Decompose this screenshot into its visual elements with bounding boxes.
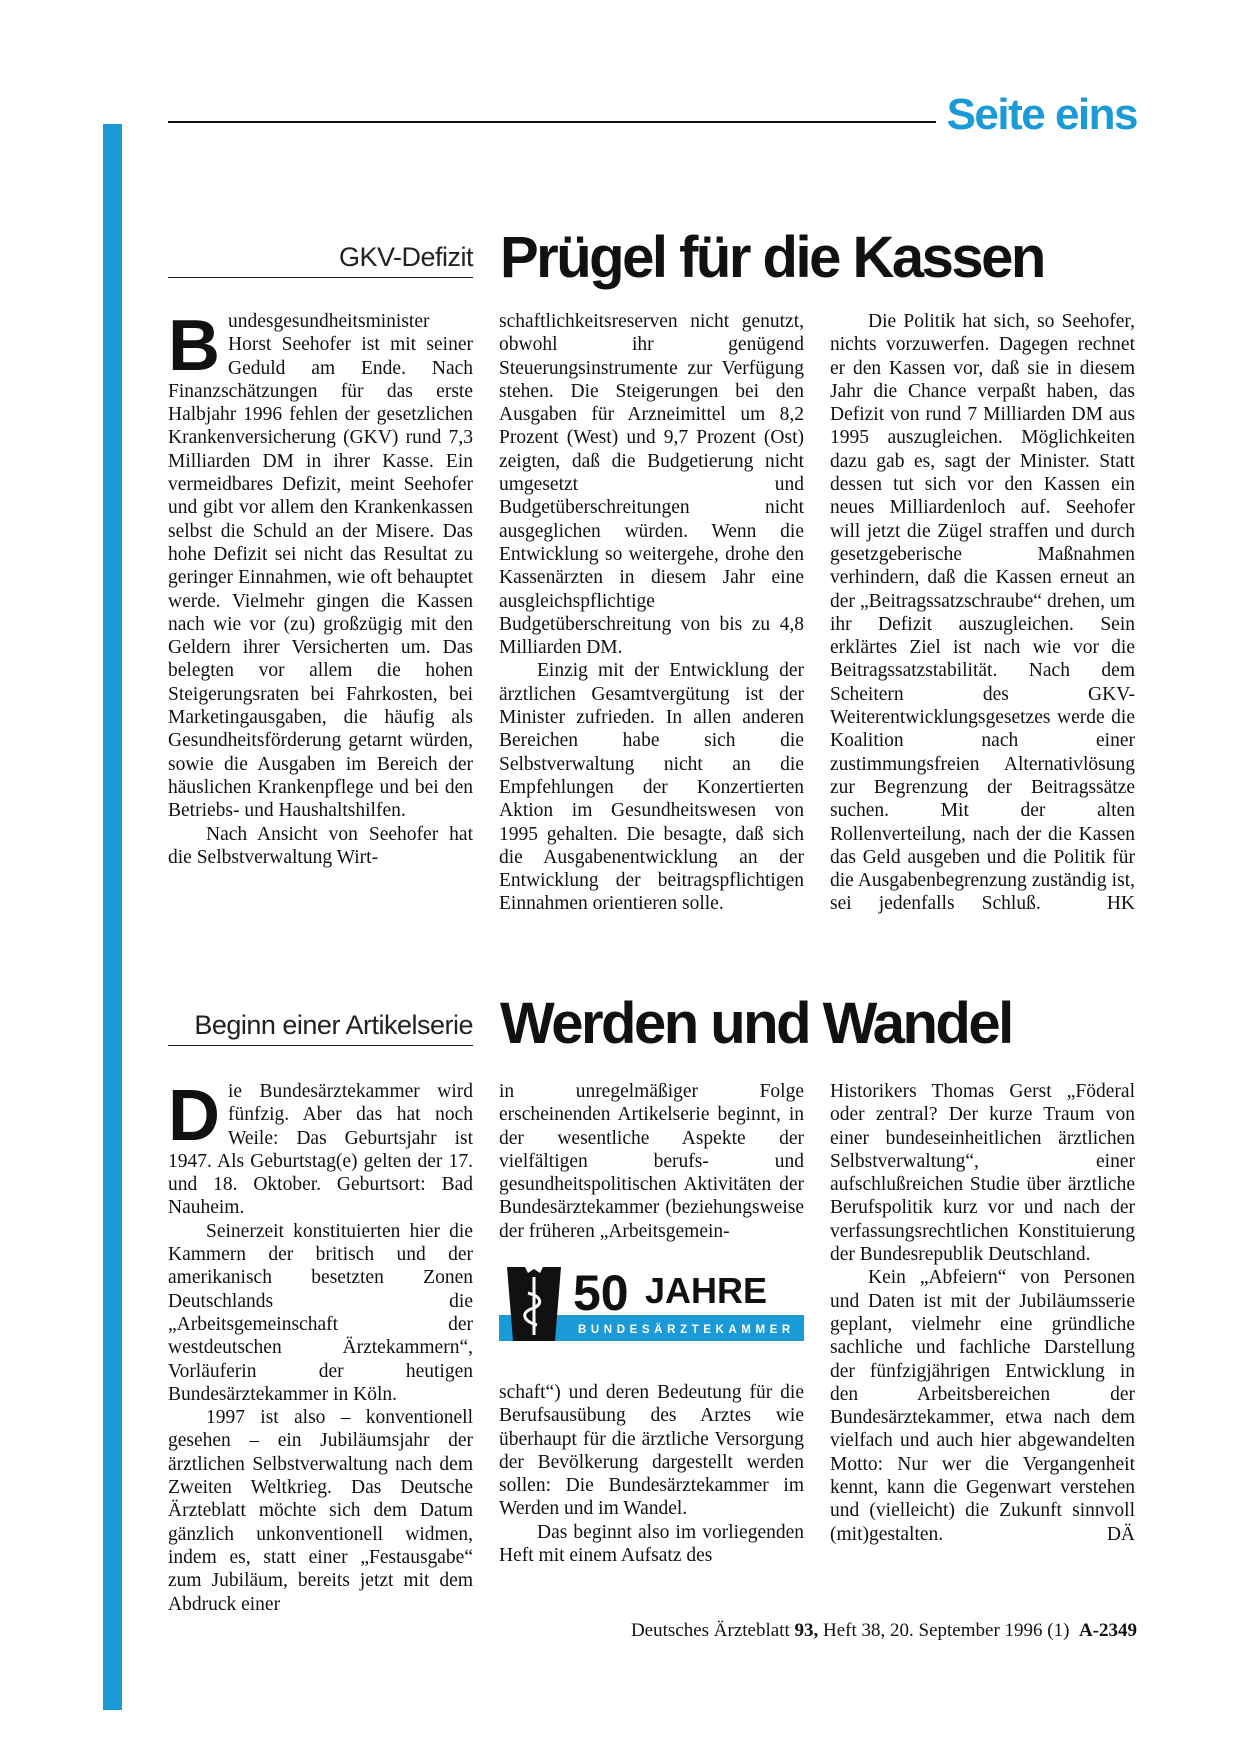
footer-journal: Deutsches Ärzteblatt [630, 1620, 790, 1641]
article2-paragraph: in unregelmäßiger Folge erscheinenden Artikelserie beginnt, in der wesentliche Aspekte der vielfältigen berufs- und gesundheitspolitischen Aktivitäten der Bundesärztekammer (beziehungsweise der früheren „Arbeitsgemein- [499, 1081, 804, 1242]
article2-column-2-top [499, 1080, 804, 1243]
article2-paragraph: Die Bundesärztekammer wird fünfzig. Aber das hat noch Weile: Das Geburtsjahr ist 1947. Als Geburtstag(e) gelten der 17. und 18. Oktober. Geburtsort: Bad Nauheim. [168, 1076, 473, 1219]
article1-kicker: GKV-Defizit [168, 244, 473, 278]
article2-kicker: Beginn einer Artikelserie [168, 1012, 473, 1046]
article2-paragraph: schaft“) und deren Bedeutung für die Berufsausübung des Arztes wie überhaupt für die ärztliche Versorgung der Bevölkerung dargestellt werden sollen: Die Bundesärztekammer im Werden und im Wandel. [499, 1382, 804, 1520]
article2-paragraph: Historikers Thomas Gerst „Föderal oder zentral? Der kurze Traum von einer bundeseinheitlichen ärztlichen Selbstverwaltung“, einer aufschlußreichen Studie über ärztliche Berufspolitik kurz vor und nach der verfassungsrechtlichen Konstituierung der Bundesrepublik Deutschland. [830, 1081, 1135, 1266]
article1-signature: HK [1106, 893, 1135, 915]
article1-paragraph: Die Politik hat sich, so Seehofer, nichts vorzuwerfen. Dagegen rechnet er den Kassen vor, daß sie in diesem Jahr die Chance verpaßt haben, das Defizit von rund 7 Milliarden DM aus 1995 auszugleichen. Möglichkeiten dazu gab es, sagt der Minister. Statt dessen tut sich vor den Kassen ein neues Milliardenloch auf. Seehofer will jetzt die Zügel straffen und durch gesetzgeberische Maßnahmen verhindern, daß die Kassen erneut an der „Beitragssatzschraube“ drehen, um ihr Defizit auszugleichen. Sein erklärtes Ziel ist nach wie vor die Beitragssatzstabilität. Nach dem Scheitern des GKV-Weiterentwicklungsgesetzes werde die Koalition nach einer zustimmungsfreien Alternativlösung zur Begrenzung der Beitragssätze suchen. Mit der alten Rollenverteilung, nach der die Kassen das Geld ausgeben und die Politik für die Ausgabenbegrenzung zuständig ist, sei jedenfalls Schluß. HK [830, 311, 1135, 915]
header-rule [168, 121, 936, 123]
article2-paragraph: Das beginnt also im vorliegenden Heft mit einem Aufsatz des [499, 1521, 804, 1567]
logo-word: JAHRE [645, 1270, 768, 1311]
article1-dropcap: B [168, 306, 220, 386]
article2-headline: Werden und Wandel [500, 991, 1012, 1056]
article2-dropcap: D [168, 1076, 220, 1156]
page-footer [631, 1620, 1137, 1642]
footer-page-number: A-2349 [1078, 1620, 1137, 1641]
article1-paragraph: Bundesgesundheitsminister Horst Seehofer ist mit seiner Geduld am Ende. Nach Finanzschätzungen für das erste Halbjahr 1996 fehlen der gesetzlichen Krankenversicherung (GKV) rund 7,3 Milliarden DM in ihrer Kasse. Ein vermeidbares Defizit, meint Seehofer und gibt vor allem den Krankenkassen selbst die Schuld an der Misere. Das hohe Defizit sei nicht das Resultat zu geringer Einnahmen, wie oft behauptet werde. Vielmehr gingen die Kassen nach wie vor (zu) großzügig mit den Geldern ihrer Versicherten um. Das belegten vor allem die hohen Steigerungsraten bei Fahrkosten, bei Marketingausgaben, die häufig als Gesundheitsförderung getarnt würden, sowie die Ausgaben im Bereich der häuslichen Krankenpflege und bei den Betriebs- und Haushaltshilfen. [168, 306, 473, 822]
section-label: Seite eins [946, 90, 1137, 139]
article1-paragraph: schaftlichkeitsreserven nicht genutzt, obwohl ihr genügend Steuerungsinstrumente zur Verfügung stehen. Die Steigerungen bei den Ausgaben für Arzneimittel um 8,2 Prozent (West) und 9,7 Prozent (Ost) zeigten, daß die Budgetierung nicht umgesetzt und Budgetüberschreitungen nicht ausgeglichen würden. Wenn die Entwicklung so weitergehe, drohe den Kassenärzten in diesem Jahr eine ausgleichspflichtige Budgetüberschreitung von bis zu 4,8 Milliarden DM. [499, 311, 804, 659]
article1-headline: Prügel für die Kassen [500, 225, 1044, 290]
article1-column-1 [168, 306, 473, 869]
article1-column-3 [830, 310, 1135, 916]
article2-paragraph: 1997 ist also – konventionell gesehen – ein Jubiläumsjahr der ärztlichen Selbstverwaltung nach dem Zweiten Weltkrieg. Das Deutsche Ärzteblatt möchte sich dem Datum gänzlich unkonventionell widmen, indem es, statt einer „Festausgabe“ zum Jubiläum, bereits jetzt mit dem Abdruck einer [168, 1407, 473, 1615]
article2-signature: DÄ [1106, 1523, 1135, 1545]
footer-issue: Heft 38, 20. September 1996 (1) [823, 1620, 1070, 1641]
article2-column-1 [168, 1076, 473, 1616]
article2-paragraph: Kein „Abfeiern“ von Personen und Daten ist mit der Jubiläumsserie geplant, vielmehr eine gründliche sachliche und fachliche Darstellung der fünfzigjährigen Entwicklung in den Arbeitsbereichen der Bundesärztekammer, etwa nach dem vielfach und auch hier abgewandelten Motto: Nur wer die Vergangenheit kennt, kann die Gegenwart verstehen und (vielleicht) die Zukunft sinnvoll (mit)gestalten. DÄ [830, 1267, 1135, 1545]
bundesaerztekammer-50-jahre-logo [499, 1263, 804, 1343]
article1-paragraph: Nach Ansicht von Seehofer hat die Selbstverwaltung Wirt- [168, 823, 473, 868]
article2-column-3 [830, 1080, 1135, 1546]
article2-paragraph: Seinerzeit konstituierten hier die Kammern der britisch und der amerikanisch besetzten Zonen Deutschlands die „Arbeitsgemeinschaft der westdeutschen Ärztekammern“, Vorläuferin der heutigen Bundesärztekammer in Köln. [168, 1220, 473, 1405]
logo-band-text: BUNDESÄRZTEKAMMER [578, 1324, 795, 1336]
logo-number: 50 [573, 1265, 629, 1321]
article2-column-2-bottom [499, 1381, 804, 1567]
article1-column-2 [499, 310, 804, 916]
article1-paragraph: Einzig mit der Entwicklung der ärztlichen Gesamtvergütung ist der Minister zufrieden. In allen anderen Bereichen habe sich die Selbstverwaltung nicht an die Empfehlungen der Konzertierten Aktion im Gesundheitswesen von 1995 gehalten. Die besagte, daß sich die Ausgabenentwicklung an der Entwicklung der beitragspflichtigen Einnahmen orientieren solle. [499, 660, 804, 915]
footer-volume: 93, [794, 1620, 819, 1641]
blue-side-bar [103, 124, 122, 1710]
